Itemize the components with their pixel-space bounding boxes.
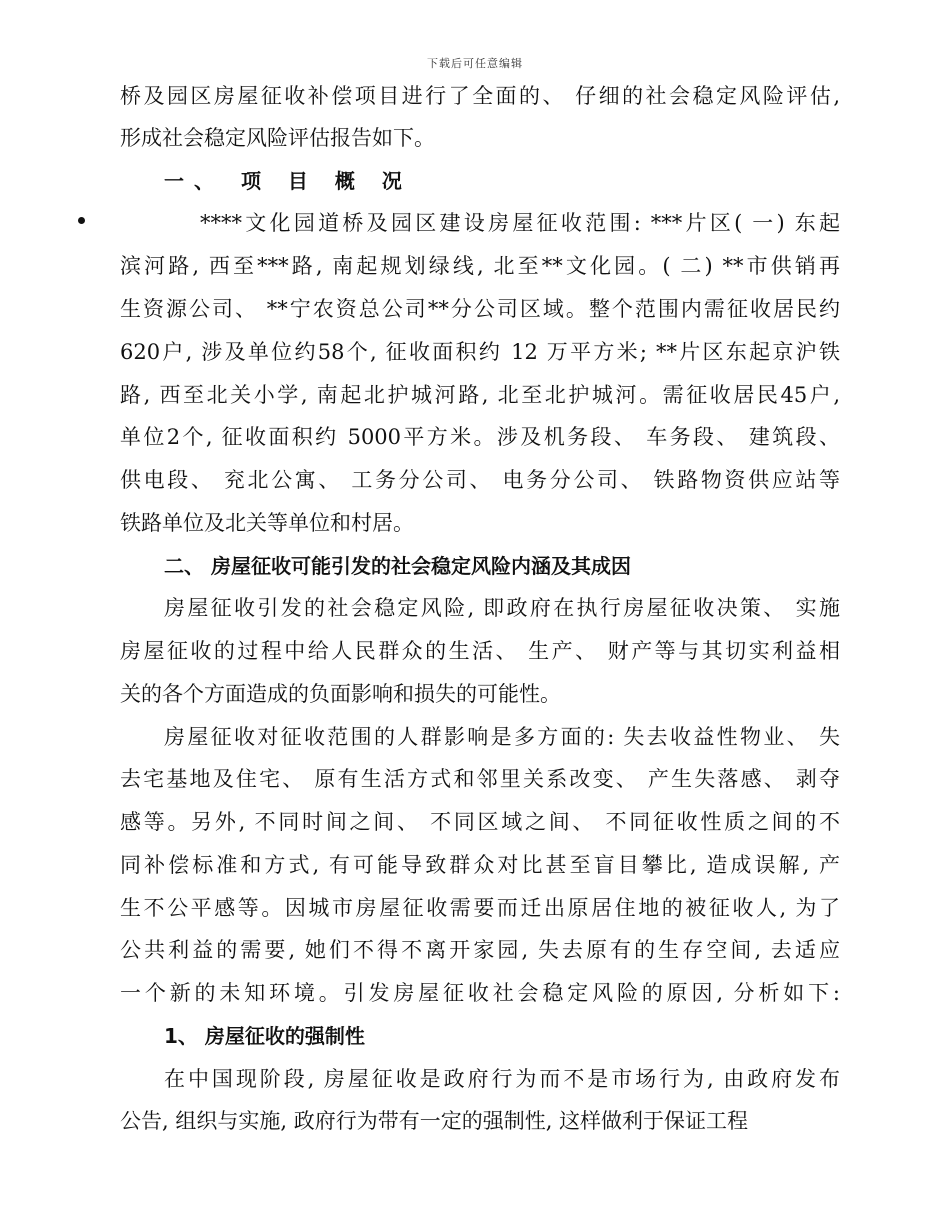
body-line: 房屋征收对征收范围的人群影响是多方面的: 失去收益性物业、 失 [164,725,840,749]
page-header-note: 下载后可任意编辑 [427,57,523,70]
body-line: ****文化园道桥及园区建设房屋征收范围: ***片区( 一) 东起 [200,211,840,235]
body-line: 单位2个, 征收面积约 5000平方米。涉及机务段、 车务段、 建筑段、 [120,425,840,449]
body-line: 关的各个方面造成的负面影响和损失的可能性。 [120,682,561,706]
list-bullet-icon [78,217,85,224]
body-line: 铁路单位及北关等单位和村居。 [120,511,414,535]
body-line: 生不公平感等。因城市房屋征收需要而迁出原居住地的被征收人, 为了 [120,896,840,920]
body-line: 620户, 涉及单位约58个, 征收面积约 12 万平方米; **片区东起京沪铁 [120,340,840,364]
body-line: 公告, 组织与实施, 政府行为带有一定的强制性, 这样做利于保证工程 [120,1109,749,1133]
body-line: 形成社会稳定风险评估报告如下。 [120,126,435,150]
body-line: 感等。另外, 不同时间之间、 不同区域之间、 不同征收性质之间的不 [120,810,840,834]
subsection-heading-1: 1、 房屋征收的强制性 [164,1024,365,1048]
body-line: 房屋征收的过程中给人民群众的生活、 生产、 财产等与其切实利益相 [120,639,840,663]
body-line: 公共利益的需要, 她们不得不离开家园, 失去原有的生存空间, 去适应 [120,938,840,962]
section-heading-2: 二、 房屋征收可能引发的社会稳定风险内涵及其成因 [164,554,631,578]
section-heading-1: 一、 项 目 概 况 [164,169,412,193]
body-line: 去宅基地及住宅、 原有生活方式和邻里关系改变、 产生失落感、 剥夺 [120,767,840,791]
body-line: 滨河路, 西至***路, 南起规划绿线, 北至**文化园。( 二) **市供销再 [120,254,840,278]
body-line: 同补偿标准和方式, 有可能导致群众对比甚至盲目攀比, 造成误解, 产 [120,853,840,877]
body-line: 桥及园区房屋征收补偿项目进行了全面的、 仔细的社会稳定风险评估, [120,84,840,108]
body-line: 供电段、 兖北公寓、 工务分公司、 电务分公司、 铁路物资供应站等 [120,468,840,492]
body-line: 路, 西至北关小学, 南起北护城河路, 北至北护城河。需征收居民45户, [120,383,840,407]
body-line: 一个新的未知环境。引发房屋征收社会稳定风险的原因, 分析如下: [120,981,840,1005]
body-line: 房屋征收引发的社会稳定风险, 即政府在执行房屋征收决策、 实施 [164,596,840,620]
body-line: 生资源公司、 **宁农资总公司**分公司区域。整个范围内需征收居民约 [120,297,840,321]
body-line: 在中国现阶段, 房屋征收是政府行为而不是市场行为, 由政府发布 [164,1067,840,1091]
